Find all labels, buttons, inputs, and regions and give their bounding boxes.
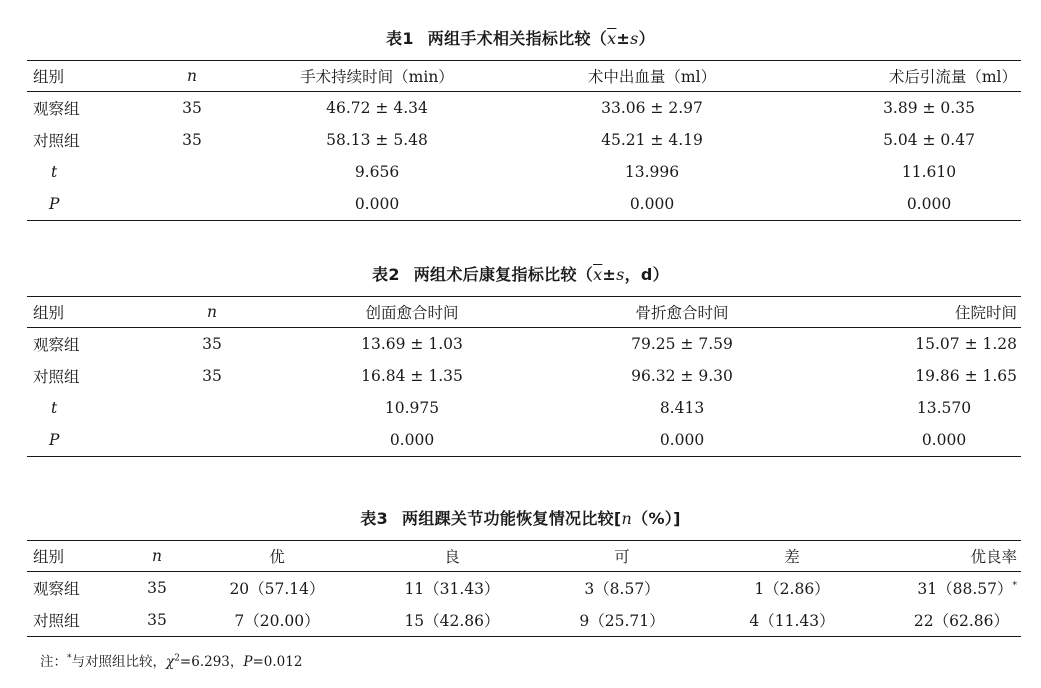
row-value: 46.72 ± 4.34 xyxy=(326,99,428,117)
table1-label: 表1 xyxy=(386,29,414,48)
row-value: 96.32 ± 9.30 xyxy=(631,367,733,385)
row-value: 0.000 xyxy=(354,195,400,213)
table2-header-group: 组别 xyxy=(33,304,65,322)
row-value: 0.000 xyxy=(659,431,705,449)
table3-title: 两组踝关节功能恢复情况比较[ xyxy=(402,509,622,528)
table3 xyxy=(27,540,1021,637)
table1-header-n: n xyxy=(187,67,197,85)
table3-title-suffix: （%）] xyxy=(632,509,681,528)
row-value: 4（11.43） xyxy=(749,612,835,630)
table-row xyxy=(27,188,1021,221)
table2-mean-symbol: $\overline{x}$ xyxy=(593,265,603,284)
row-value: 15（42.86） xyxy=(404,612,500,630)
table-row xyxy=(27,392,1021,424)
row-value: 3（8.57） xyxy=(584,580,660,598)
row-n: 35 xyxy=(202,367,222,385)
table2-title: 两组术后康复指标比较（ xyxy=(413,265,594,284)
row-value: 16.84 ± 1.35 xyxy=(361,367,463,385)
table3-header-good-rate: 优良率 xyxy=(970,548,1017,566)
row-group: 对照组 xyxy=(33,368,80,386)
note-chi-symbol: χ xyxy=(166,654,175,670)
table1 xyxy=(27,60,1021,221)
table3-label: 表3 xyxy=(360,509,389,528)
row-value: 13.570 xyxy=(916,399,972,417)
row-value: 13.996 xyxy=(624,163,680,181)
row-group: 对照组 xyxy=(33,612,80,630)
table1-title: 两组手术相关指标比较（ xyxy=(427,29,608,48)
table-row xyxy=(27,572,1021,605)
note-p-symbol: P xyxy=(243,654,253,670)
table1-header-row xyxy=(27,61,1021,92)
row-value-cell xyxy=(877,572,1021,605)
table1-mean-symbol: $\overline{x}$ xyxy=(607,29,617,48)
row-stat-t: t xyxy=(51,399,58,417)
table-row xyxy=(27,604,1021,637)
table-row xyxy=(27,92,1021,125)
row-value: 31（88.57） xyxy=(917,580,1013,598)
table1-header-duration: 手术持续时间（min） xyxy=(300,68,454,86)
row-value: 0.000 xyxy=(906,195,952,213)
row-value: 13.69 ± 1.03 xyxy=(361,335,463,353)
table3-header-group: 组别 xyxy=(33,548,65,566)
row-stat-p: P xyxy=(49,431,60,449)
note-p-value: =0.012 xyxy=(252,654,303,670)
row-value: 19.86 ± 1.65 xyxy=(915,367,1017,385)
table-row xyxy=(27,424,1021,457)
row-value: 0.000 xyxy=(629,195,675,213)
row-value: 15.07 ± 1.28 xyxy=(915,335,1017,353)
table3-header-n: n xyxy=(152,547,162,565)
row-value: 0.000 xyxy=(921,431,967,449)
note-chi-value: =6.293， xyxy=(179,654,244,670)
table1-sd-symbol: s xyxy=(630,29,639,48)
table2-header-fracture-healing: 骨折愈合时间 xyxy=(635,304,729,322)
row-n: 35 xyxy=(147,611,167,629)
table1-header-drainage: 术后引流量（ml） xyxy=(888,68,1017,86)
row-n: 35 xyxy=(147,579,167,597)
table-row xyxy=(27,124,1021,156)
row-n xyxy=(157,156,227,188)
row-value: 22（62.86） xyxy=(913,612,1009,630)
table2-header-n: n xyxy=(207,303,217,321)
row-value: 20（57.14） xyxy=(229,580,325,598)
table3-caption xyxy=(0,506,1041,529)
row-n: 35 xyxy=(202,335,222,353)
row-value: 9（25.71） xyxy=(579,612,665,630)
table3-header-fair: 可 xyxy=(614,548,630,566)
table3-header-good: 良 xyxy=(444,548,460,566)
row-value: 45.21 ± 4.19 xyxy=(601,131,703,149)
table2-label: 表2 xyxy=(372,265,400,284)
row-n xyxy=(157,188,227,221)
row-value: 58.13 ± 5.48 xyxy=(326,131,428,149)
row-value: 10.975 xyxy=(384,399,440,417)
row-stat-t: t xyxy=(51,163,58,181)
row-n: 35 xyxy=(182,99,202,117)
table2-pm-symbol: ± xyxy=(602,265,617,284)
table3-header-poor: 差 xyxy=(784,548,800,566)
significance-mark: * xyxy=(1012,580,1017,591)
table2-caption xyxy=(0,262,1041,285)
row-value: 11.610 xyxy=(901,163,957,181)
table2-header-hospital-stay: 住院时间 xyxy=(954,304,1017,322)
row-value: 33.06 ± 2.97 xyxy=(601,99,703,117)
row-group: 观察组 xyxy=(33,336,80,354)
row-value: 5.04 ± 0.47 xyxy=(883,131,975,149)
row-value: 11（31.43） xyxy=(404,580,500,598)
table3-n-symbol: n xyxy=(621,509,633,528)
row-value: 7（20.00） xyxy=(234,612,320,630)
note-text: 与对照组比较， xyxy=(71,654,166,670)
table-row xyxy=(27,328,1021,361)
table1-header-group: 组别 xyxy=(33,68,65,86)
table2-header-wound-healing: 创面愈合时间 xyxy=(365,304,459,322)
row-value: 79.25 ± 7.59 xyxy=(631,335,733,353)
table2 xyxy=(27,296,1021,457)
table1-title-suffix: ） xyxy=(638,29,655,48)
note-mark: * xyxy=(67,653,72,664)
table-row xyxy=(27,156,1021,188)
row-value: 0.000 xyxy=(389,431,435,449)
row-n xyxy=(157,424,267,457)
row-value: 1（2.86） xyxy=(754,580,830,598)
row-stat-p: P xyxy=(49,195,60,213)
table1-caption xyxy=(0,26,1041,49)
row-group: 观察组 xyxy=(33,100,80,118)
table-row xyxy=(27,360,1021,392)
note-prefix: 注： xyxy=(40,654,67,670)
row-value: 9.656 xyxy=(354,163,400,181)
table2-title-suffix: ，d） xyxy=(624,265,669,284)
table3-header-row xyxy=(27,541,1021,572)
table1-header-blood-loss: 术中出血量（ml） xyxy=(587,68,717,86)
note-chi-exponent: 2 xyxy=(174,653,180,664)
row-group: 对照组 xyxy=(33,132,80,150)
table2-sd-symbol: s xyxy=(616,265,625,284)
row-n: 35 xyxy=(182,131,202,149)
table3-header-excellent: 优 xyxy=(269,548,285,566)
row-group: 观察组 xyxy=(33,580,80,598)
row-value: 8.413 xyxy=(659,399,705,417)
table1-pm-symbol: ± xyxy=(616,29,631,48)
table-footnote xyxy=(40,650,302,670)
table2-header-row xyxy=(27,297,1021,328)
row-value: 3.89 ± 0.35 xyxy=(883,99,975,117)
row-n xyxy=(157,392,267,424)
